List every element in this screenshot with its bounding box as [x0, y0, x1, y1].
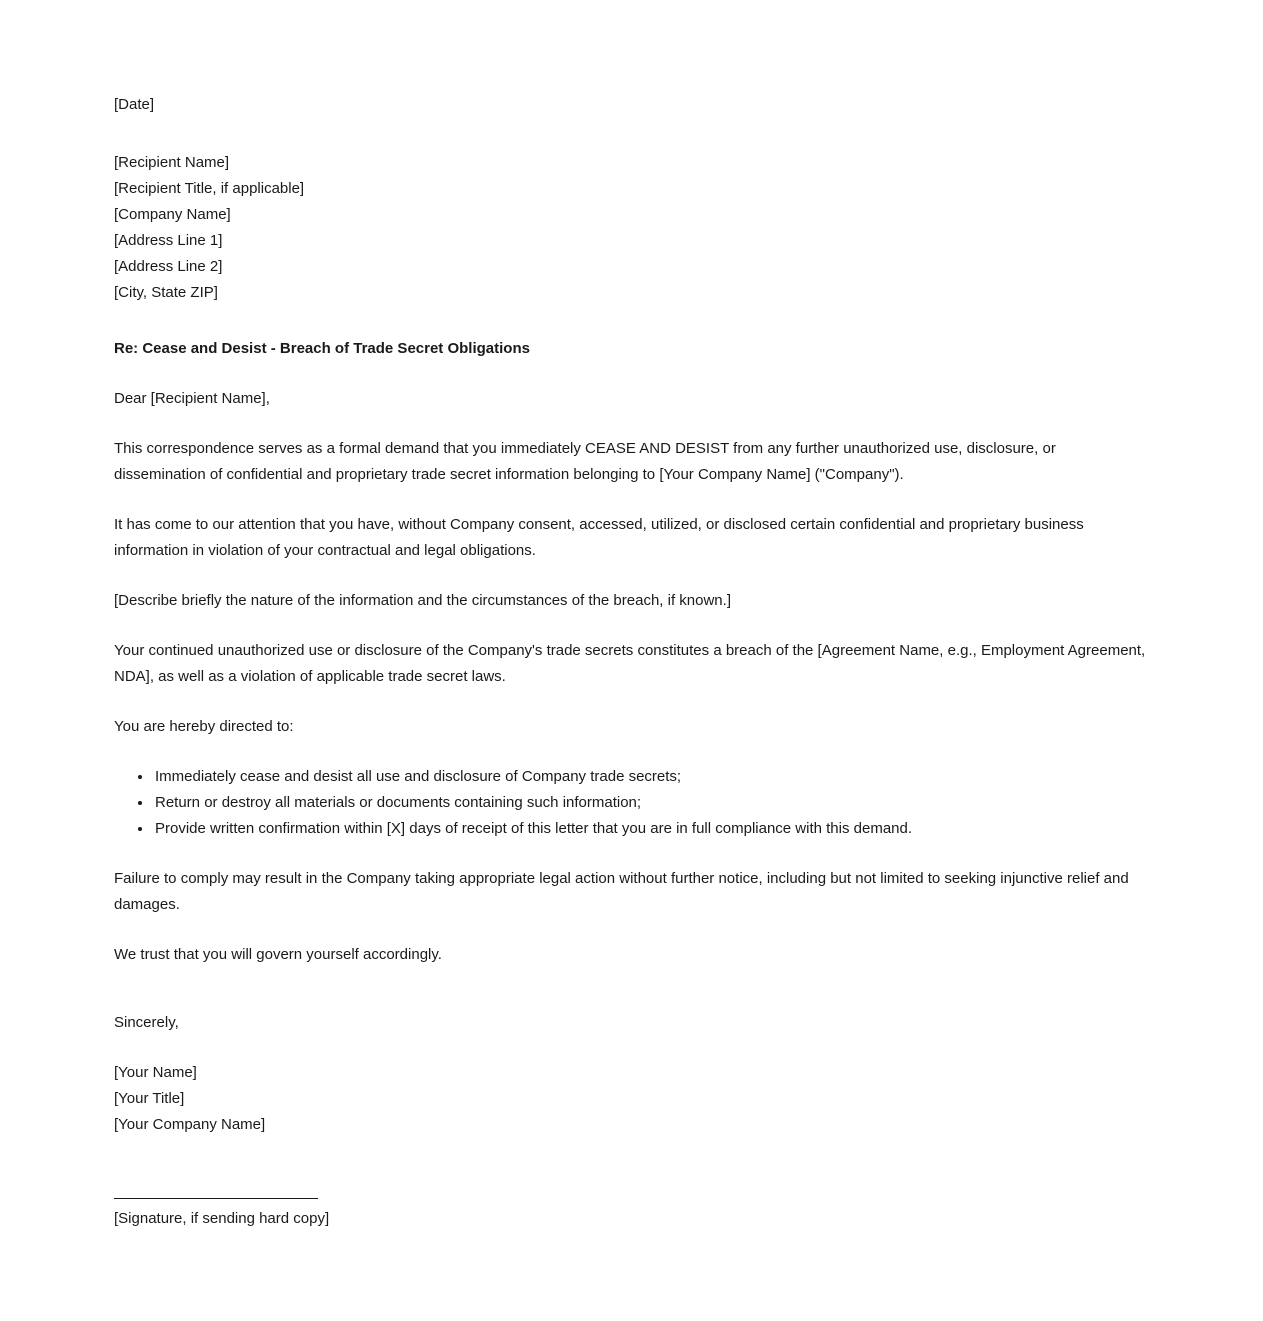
recipient-address-block [114, 150, 1148, 306]
directive-item-return: • Return or destroy all materials or documents containing such information; [153, 790, 1148, 816]
recipient-title: [Recipient Title, if applicable] [114, 180, 305, 197]
recipient-name: [Recipient Name] [114, 154, 230, 171]
directive-item-confirm: • Provide written confirmation within [X] days of receipt of this letter that you are in full compliance with this demand. [153, 816, 1148, 842]
signature-line [114, 1198, 318, 1199]
subject-line: Re: Cease and Desist - Breach of Trade Secret Obligations [114, 340, 530, 357]
signature-area [114, 1198, 1148, 1232]
paragraph-govern-accordingly: We trust that you will govern yourself accordingly. [114, 946, 442, 963]
directive-item-cease: • Immediately cease and desist all use and disclosure of Company trade secrets; [153, 764, 1148, 790]
paragraph-demand: This correspondence serves as a formal demand that you immediately CEASE AND DESIST from any further unauthorized use, disclosure, or dissemination of confidential and proprietary trade secret information belonging to [Your Company Name] ("Company"). [114, 440, 1056, 483]
signature-note: [Signature, if sending hard copy] [114, 1210, 330, 1227]
recipient-address-2: [Address Line 2] [114, 258, 223, 275]
sender-name: [Your Name] [114, 1064, 197, 1081]
date-placeholder: [Date] [114, 96, 155, 113]
valediction: Sincerely, [114, 1014, 179, 1031]
directive-intro: You are hereby directed to: [114, 718, 294, 735]
directive-list [114, 764, 1148, 842]
recipient-address-1: [Address Line 1] [114, 232, 223, 249]
paragraph-breach: Your continued unauthorized use or disclosure of the Company's trade secrets constitutes a breach of the [Agreement Name, e.g., Employment Agreement, NDA], as well as a violation of applicable trade secret laws. [114, 642, 1146, 685]
paragraph-attention: It has come to our attention that you have, without Company consent, accessed, utilized, or disclosed certain confidential and proprietary business information in violation of your contractual and legal obligations. [114, 516, 1084, 559]
recipient-city-state-zip: [City, State ZIP] [114, 284, 218, 301]
paragraph-failure-to-comply: Failure to comply may result in the Company taking appropriate legal action without further notice, including but not limited to seeking injunctive relief and damages. [114, 870, 1129, 913]
sender-title: [Your Title] [114, 1090, 185, 1107]
sender-signature-block [114, 1060, 1148, 1138]
salutation: Dear [Recipient Name], [114, 390, 270, 407]
sender-company: [Your Company Name] [114, 1116, 266, 1133]
recipient-company: [Company Name] [114, 206, 231, 223]
paragraph-describe-placeholder: [Describe briefly the nature of the information and the circumstances of the breach, if known.] [114, 592, 731, 609]
